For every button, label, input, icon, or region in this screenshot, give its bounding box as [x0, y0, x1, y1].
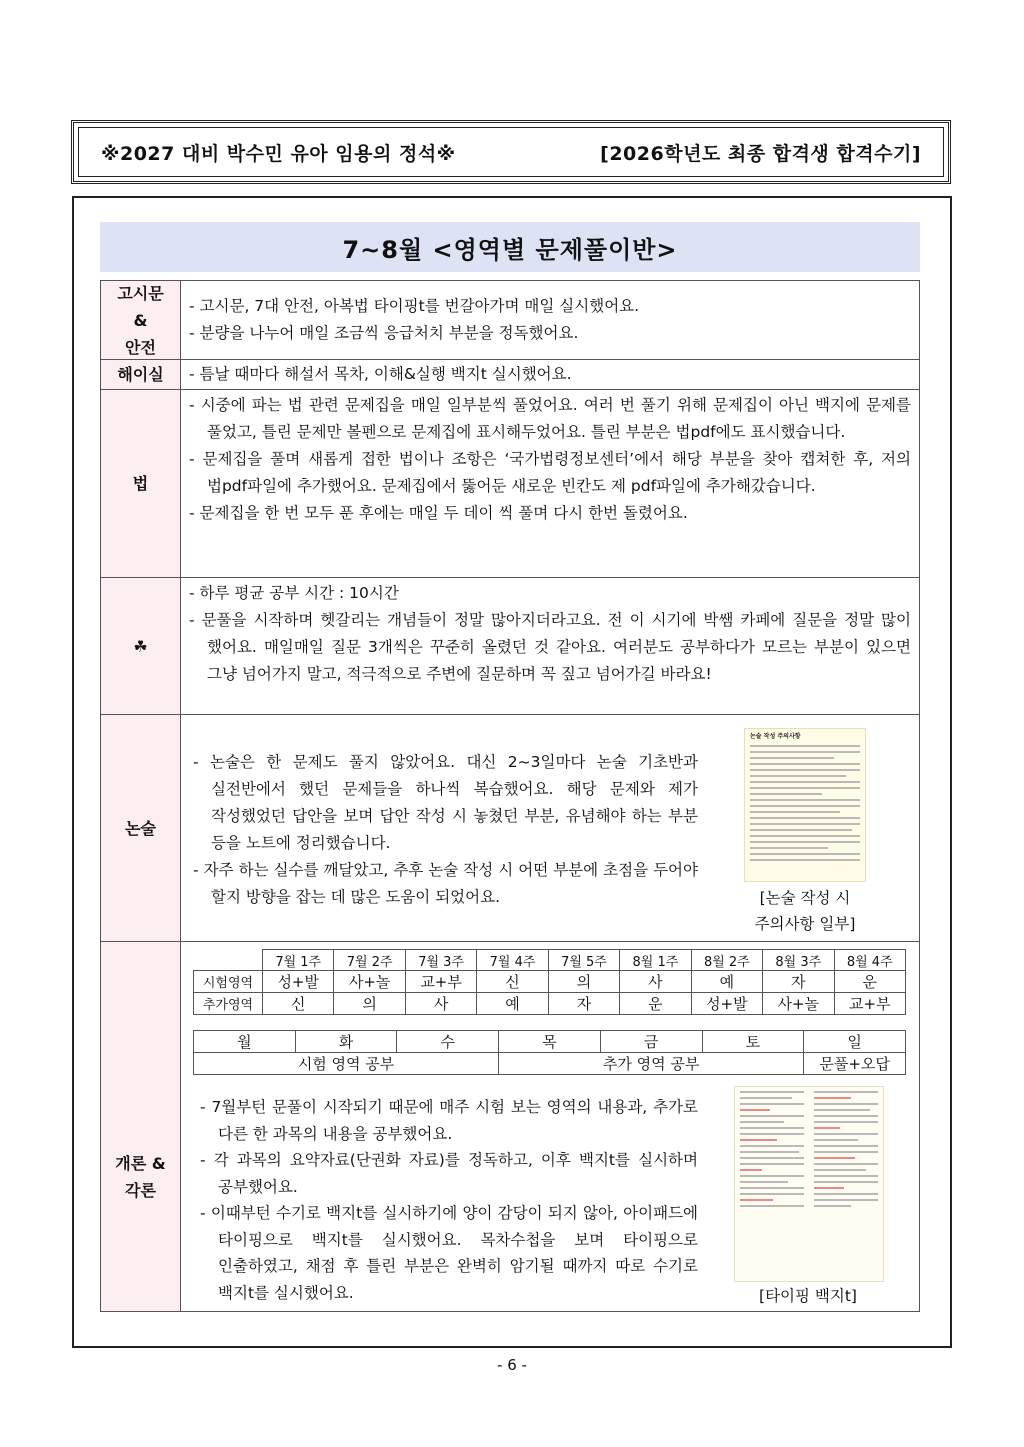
page-title: 7~8월 <영역별 문제풀이반>: [100, 222, 920, 272]
typing-image-caption: [타이핑 백지t]: [759, 1287, 857, 1305]
caption-line: 주의사항 일부]: [754, 915, 856, 933]
section-general-label: [101, 942, 181, 1311]
header-right: [2026학년도 최종 합격생 합격수기]: [600, 142, 921, 165]
row-header: 추가영역: [194, 993, 263, 1015]
table-cell: 자: [548, 993, 619, 1015]
caption-line: [논술 작성 시: [759, 889, 851, 907]
section-tip: [100, 578, 920, 715]
week-header: 8월 2주: [691, 950, 762, 971]
day-header: 월: [194, 1031, 296, 1053]
label-line: 개론 &: [115, 1153, 166, 1173]
table-cell: 사+놀: [334, 971, 405, 993]
table-row: [194, 1053, 906, 1075]
section-gosi-label: [101, 281, 181, 359]
header-box: [71, 120, 951, 184]
week-header: 8월 4주: [834, 950, 906, 971]
table-cell: 교+부: [834, 993, 906, 1015]
daily-plan-table: [193, 1030, 906, 1075]
table-cell: 성+발: [263, 971, 334, 993]
day-header: 수: [397, 1031, 499, 1053]
week-header: 7월 4주: [477, 950, 548, 971]
list-item: - 문제집을 한 번 모두 푼 후에는 매일 두 데이 씩 풀며 다시 한번 돌렸어요.: [189, 500, 911, 527]
list-item: - 고시문, 7대 안전, 아복법 타이핑t를 번갈아가며 매일 실시했어요.: [189, 293, 911, 320]
table-cell: 시험 영역 공부: [194, 1053, 499, 1075]
list-item: - 이때부턴 수기로 백지t를 실시하기에 양이 감당이 되지 않아, 아이패드에 타이핑으로 백지t를 실시했어요. 목차수첩을 보며 타이핑으로 인출하였고, 채점 후 틀린 부분은 완벽히 암기될 때까지 따로 수기로 백지t를 실시했어요.: [200, 1200, 698, 1306]
table-cell: 사: [405, 993, 476, 1015]
section-gosi: [100, 280, 920, 360]
label-line: 안전: [125, 337, 156, 357]
list-item: - 분량을 나누어 매일 조금씩 응급처치 부분을 정독했어요.: [189, 320, 911, 347]
table-cell: 사+놀: [763, 993, 834, 1015]
label-line: 고시문: [117, 283, 164, 303]
list-item: - 논술은 한 문제도 풀지 않았어요. 대신 2~3일마다 논술 기초반과 실전반에서 했던 문제들을 하나씩 복습했어요. 해당 문제와 제가 작성했었던 답안을 보며 답안 작성 시 놓쳤던 부분, 유념해야 하는 부분 등을 노트에 정리했습니다.: [193, 749, 698, 857]
row-header: 시험영역: [194, 971, 263, 993]
list-item: - 틈날 때마다 해설서 목차, 이해&실행 백지t 실시했어요.: [189, 361, 911, 388]
list-item: - 하루 평균 공부 시간 : 10시간: [189, 580, 911, 607]
table-row: [194, 1031, 906, 1053]
table-row: [194, 993, 906, 1015]
table-cell: 예: [691, 971, 762, 993]
header-left: ※2027 대비 박수민 유아 임용의 정석※: [101, 142, 456, 165]
essay-notes-image-title: 논술 작성 주의사항: [750, 733, 801, 740]
day-header: 토: [702, 1031, 804, 1053]
table-cell: 교+부: [405, 971, 476, 993]
essay-notes-image: [744, 728, 866, 882]
table-cell: 성+발: [691, 993, 762, 1015]
table-cell: 신: [477, 971, 548, 993]
week-header: 7월 1주: [263, 950, 334, 971]
week-header: 7월 5주: [548, 950, 619, 971]
day-header: 금: [600, 1031, 702, 1053]
table-cell: 사: [620, 971, 691, 993]
table-cell: 자: [763, 971, 834, 993]
list-item: - 문제집을 풀며 새롭게 접한 법이나 조항은 ‘국가법령정보센터’에서 해당 부분을 찾아 캡쳐한 후, 저의 법pdf파일에 추가했어요. 문제집에서 뚫어둔 새로운 빈칸도 제 pdf파일에 추가해갔습니다.: [189, 446, 911, 500]
table-cell: 예: [477, 993, 548, 1015]
day-header: 일: [804, 1031, 906, 1053]
table-cell: 의: [548, 971, 619, 993]
list-item: - 7월부턴 문풀이 시작되기 때문에 매주 시험 보는 영역의 내용과, 추가로 다른 한 과목의 내용을 공부했어요.: [200, 1094, 698, 1147]
table-cell: 추가 영역 공부: [499, 1053, 804, 1075]
list-item: - 문풀을 시작하며 헷갈리는 개념들이 정말 많아지더라고요. 전 이 시기에 박쌤 카페에 질문을 정말 많이 했어요. 매일매일 질문 3개씩은 꾸준히 올렸던 것 같아요. 여러분도 공부하다가 모르는 부분이 있으면 그냥 넘어가지 말고, 적극적으로 주변에 질문하며 꼭 짚고 넘어가길 바라요!: [189, 607, 911, 688]
day-header: 화: [295, 1031, 397, 1053]
section-essay-label: 논술: [101, 715, 181, 941]
list-item: - 각 과목의 요약자료(단권화 자료)를 정독하고, 이후 백지t를 실시하며 공부했어요.: [200, 1147, 698, 1200]
list-item: - 자주 하는 실수를 깨달았고, 추후 논술 작성 시 어떤 부분에 초점을 두어야 할지 방향을 잡는 데 많은 도움이 되었어요.: [193, 857, 698, 911]
section-law: [100, 390, 920, 578]
table-cell: 운: [834, 971, 906, 993]
table-cell: 신: [263, 993, 334, 1015]
essay-image-caption: [730, 885, 880, 937]
clover-icon: ☘: [101, 578, 181, 714]
list-item: - 시중에 파는 법 관련 문제집을 매일 일부분씩 풀었어요. 여러 번 풀기 위해 문제집이 아닌 백지에 문제를 풀었고, 틀린 문제만 볼펜으로 문제집에 표시해두었어요. 틀린 부분은 법pdf에도 표시했습니다.: [189, 392, 911, 446]
table-row: [194, 971, 906, 993]
table-cell: 운: [620, 993, 691, 1015]
table-cell: 문풀+오답: [804, 1053, 906, 1075]
section-haei: [100, 360, 920, 390]
label-line: 각론: [125, 1180, 156, 1200]
weekly-schedule-table: [193, 949, 906, 1015]
week-header: 8월 1주: [620, 950, 691, 971]
day-header: 목: [499, 1031, 601, 1053]
section-law-label: 법: [101, 390, 181, 577]
week-header: 8월 3주: [763, 950, 834, 971]
label-line: &: [133, 310, 148, 330]
table-row: [194, 950, 906, 971]
general-text-block: [200, 1094, 698, 1306]
week-header: 7월 2주: [334, 950, 405, 971]
typing-notes-image: [734, 1086, 884, 1282]
section-haei-label: 해이실: [101, 360, 181, 389]
table-cell: 의: [334, 993, 405, 1015]
page-number: - 6 -: [497, 1356, 527, 1374]
week-header: 7월 3주: [405, 950, 476, 971]
